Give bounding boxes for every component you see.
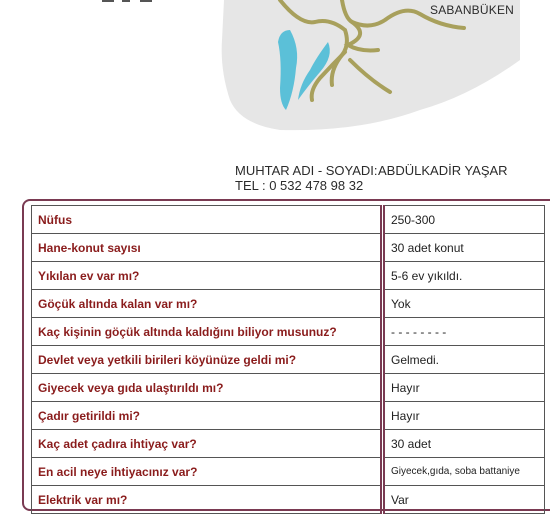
table-row: [32, 402, 545, 430]
survey-table: [31, 205, 545, 514]
answer-cell: 5-6 ev yıkıldı.: [383, 262, 545, 290]
map-graphic: [220, 0, 524, 132]
answer-cell: 250-300: [383, 206, 545, 234]
muhtar-label: MUHTAR ADI - SOYADI:: [235, 163, 378, 178]
map-legend-fragment: [102, 0, 154, 4]
table-row: [32, 430, 545, 458]
question-cell: Göçük altında kalan var mı?: [32, 290, 383, 318]
question-cell: Yıkılan ev var mı?: [32, 262, 383, 290]
question-cell: Hane-konut sayısı: [32, 234, 383, 262]
village-map: [220, 0, 524, 132]
muhtar-row: [235, 163, 508, 178]
question-cell: Kaç adet çadıra ihtiyaç var?: [32, 430, 383, 458]
answer-cell: 30 adet: [383, 430, 545, 458]
question-cell: En acil neye ihtiyacınız var?: [32, 458, 383, 486]
question-cell: Nüfus: [32, 206, 383, 234]
question-cell: Giyecek veya gıda ulaştırıldı mı?: [32, 374, 383, 402]
answer-cell: Var: [383, 486, 545, 514]
contact-block: [235, 163, 508, 193]
table-row: [32, 234, 545, 262]
question-cell: Devlet veya yetkili birileri köyünüze geldi mi?: [32, 346, 383, 374]
question-cell: Kaç kişinin göçük altında kaldığını biliyor musunuz?: [32, 318, 383, 346]
muhtar-name: ABDÜLKADİR YAŞAR: [378, 163, 508, 178]
phone-line: TEL : 0 532 478 98 32: [235, 178, 364, 193]
table-row: [32, 290, 545, 318]
village-name-label: SABANBÜKEN: [430, 3, 515, 17]
table-row: [32, 262, 545, 290]
answer-cell: - - - - - - - -: [383, 318, 545, 346]
answer-cell: Gelmedi.: [383, 346, 545, 374]
question-cell: Elektrik var mı?: [32, 486, 383, 514]
table-row: [32, 486, 545, 514]
question-cell: Çadır getirildi mi?: [32, 402, 383, 430]
table-row: [32, 346, 545, 374]
answer-cell: Hayır: [383, 374, 545, 402]
answer-cell: Yok: [383, 290, 545, 318]
table-row: [32, 458, 545, 486]
answer-cell: 30 adet konut: [383, 234, 545, 262]
table-row: [32, 374, 545, 402]
answer-cell: Hayır: [383, 402, 545, 430]
answer-cell: Giyecek,gıda, soba battaniye: [383, 458, 545, 486]
table-row: [32, 206, 545, 234]
table-row: [32, 318, 545, 346]
